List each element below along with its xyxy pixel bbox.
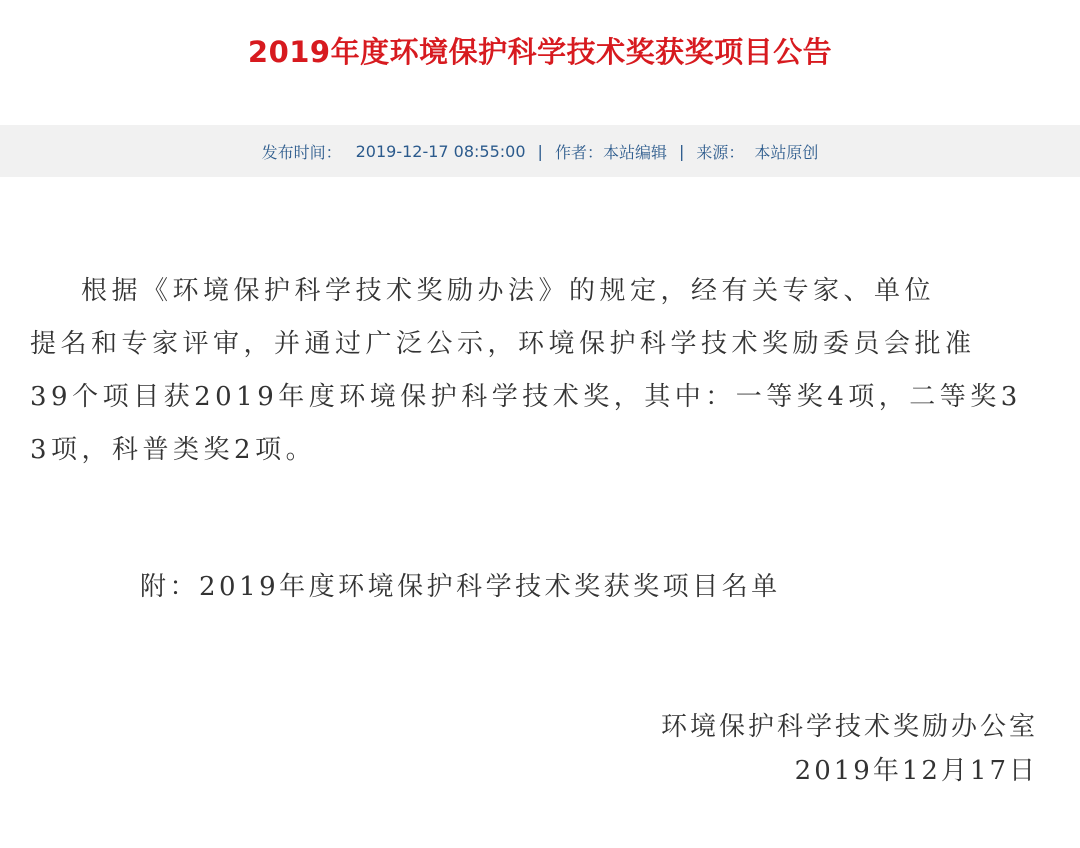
publish-time-label: 发布时间：: [261, 142, 342, 162]
meta-separator: |: [678, 141, 685, 161]
signature-block: [661, 705, 1038, 793]
author-label: 作者：: [554, 142, 603, 162]
signature-date: 2019年12月17日: [794, 756, 1038, 786]
article-title: 2019年度环境保护科学技术奖获奖项目公告: [247, 35, 833, 69]
meta-separator: |: [537, 141, 543, 161]
article-meta-bar: [0, 125, 1080, 177]
source-label: 来源：: [696, 142, 745, 162]
body-line: 3项，科普类奖2项。: [30, 435, 317, 465]
signature-org: 环境保护科学技术奖励办公室: [660, 712, 1038, 742]
body-line: 根据《环境保护科学技术奖励办法》的规定，经有关专家、单位: [30, 276, 936, 306]
body-line: 39个项目获2019年度环境保护科学技术奖，其中：一等奖4项，二等奖3: [30, 382, 1022, 412]
source-value: 本站原创: [754, 142, 819, 162]
article-body: [30, 265, 1050, 477]
author-value: 本站编辑: [602, 142, 667, 162]
publish-time-value: 2019-12-17 08:55:00: [355, 141, 526, 161]
attachment-line: 附：2019年度环境保护科学技术奖获奖项目名单: [140, 572, 781, 602]
body-line: 提名和专家评审，并通过广泛公示，环境保护科学技术奖励委员会批准: [30, 329, 976, 359]
